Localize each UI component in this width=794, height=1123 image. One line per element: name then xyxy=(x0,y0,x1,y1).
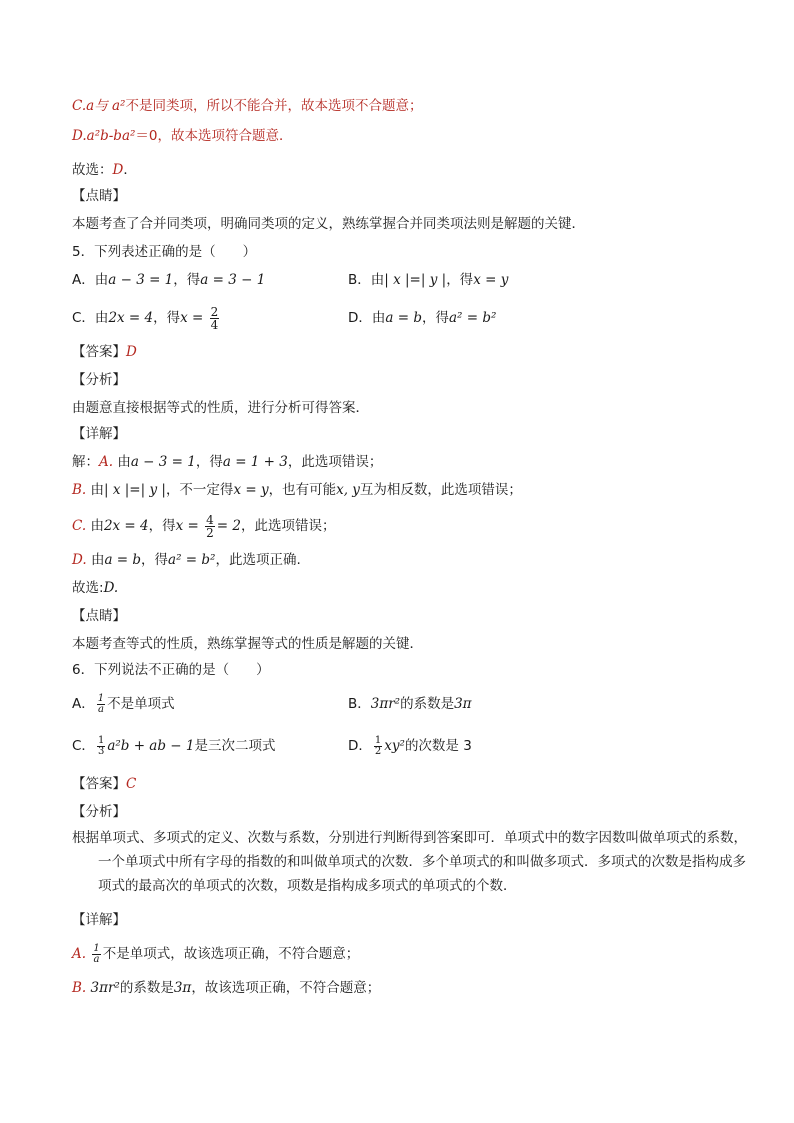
q5-xiangjie-heading: 【详解】 xyxy=(72,426,126,442)
q6-solution-a: A. $\frac{1}{a}$ 不是单项式，故该选项正确，不符合题意； xyxy=(72,942,360,965)
q5-option-c: C．由2x = 4，得x = $\frac{2}{4}$ xyxy=(72,304,219,332)
q6-option-c: C． $\frac{1}{3}$ a²b + ab − 1是三次二项式 xyxy=(72,734,276,757)
fraction: $\frac{1}{2}$ xyxy=(374,734,382,757)
q5-option-d: D．由a = b，得a² = b² xyxy=(348,310,497,326)
q6-option-b: B．3πr²的系数是3π xyxy=(348,696,472,712)
q6-fenxi-text: 根据单项式、多项式的定义、次数与系数，分别进行判断得到答案即可．单项式中的数字因数叫做单项式的系数，一个单项式中所有字母的指数的和叫做单项式的次数．多个单项式的和叫做多项式．多项式的次数是指构成多项式的最高次的单项式的次数，项数是指构成多项式的单项式的个数． xyxy=(72,830,747,894)
fraction: $\frac{4}{2}$ xyxy=(206,512,214,540)
q5-fenxi-heading: 【分析】 xyxy=(72,372,126,388)
q6-option-d: D． $\frac{1}{2}$ xy²的次数是 3 xyxy=(348,734,472,757)
q5-answer: 【答案】D xyxy=(72,344,137,360)
fraction: $\frac{1}{3}$ xyxy=(97,734,105,757)
q6-option-a: A． $\frac{1}{a}$ 不是单项式 xyxy=(72,692,175,715)
question-5-stem: 5．下列表述正确的是（ ） xyxy=(72,244,257,260)
q5-option-a: A．由a − 3 = 1，得a = 3 − 1 xyxy=(72,272,266,288)
q5-solution-a: 解：A. 由a − 3 = 1，得a = 1 + 3，此选项错误； xyxy=(72,454,383,470)
q5-choice: 故选:D. xyxy=(72,580,119,596)
q5-dianjing-text: 本题考查等式的性质，熟练掌握等式的性质是解题的关键． xyxy=(72,636,423,652)
q5-fenxi-text: 由题意直接根据等式的性质，进行分析可得答案． xyxy=(72,400,369,416)
fraction: $\frac{1}{a}$ xyxy=(93,942,100,965)
q6-solution-b: B. 3πr²的系数是3π，故该选项正确，不符合题意； xyxy=(72,980,381,996)
fraction: $\frac{2}{4}$ xyxy=(210,304,219,332)
q6-answer: 【答案】C xyxy=(72,776,137,792)
dianjing-heading: 【点睛】 xyxy=(72,188,126,204)
q5-dianjing-heading: 【点睛】 xyxy=(72,608,126,624)
q5-solution-c: C. 由2x = 4，得x = $\frac{4}{2}$ = 2，此选项错误； xyxy=(72,512,336,540)
dianjing-text: 本题考查了合并同类项，明确同类项的定义，熟练掌握合并同类项法则是解题的关键． xyxy=(72,216,585,232)
q6-xiangjie-heading: 【详解】 xyxy=(72,912,126,928)
q6-fenxi-heading: 【分析】 xyxy=(72,804,126,820)
answer-choice: 故选：D． xyxy=(72,162,137,178)
option-d-conclusion: D.a²b-ba²＝0，故本选项符合题意． xyxy=(72,128,293,144)
fraction: $\frac{1}{a}$ xyxy=(97,692,105,715)
question-6-stem: 6．下列说法不正确的是（ ） xyxy=(72,662,270,678)
q5-solution-d: D. 由a = b，得a² = b²，此选项正确. xyxy=(72,552,301,568)
q5-solution-b: B. 由| x |=| y |，不一定得x = y，也有可能x, y互为相反数，此选项错误； xyxy=(72,482,522,498)
q5-option-b: B．由| x |=| y |，得x = y xyxy=(348,272,509,288)
option-c-conclusion: C.a与 a²不是同类项，所以不能合并，故本选项不合题意； xyxy=(72,98,423,114)
